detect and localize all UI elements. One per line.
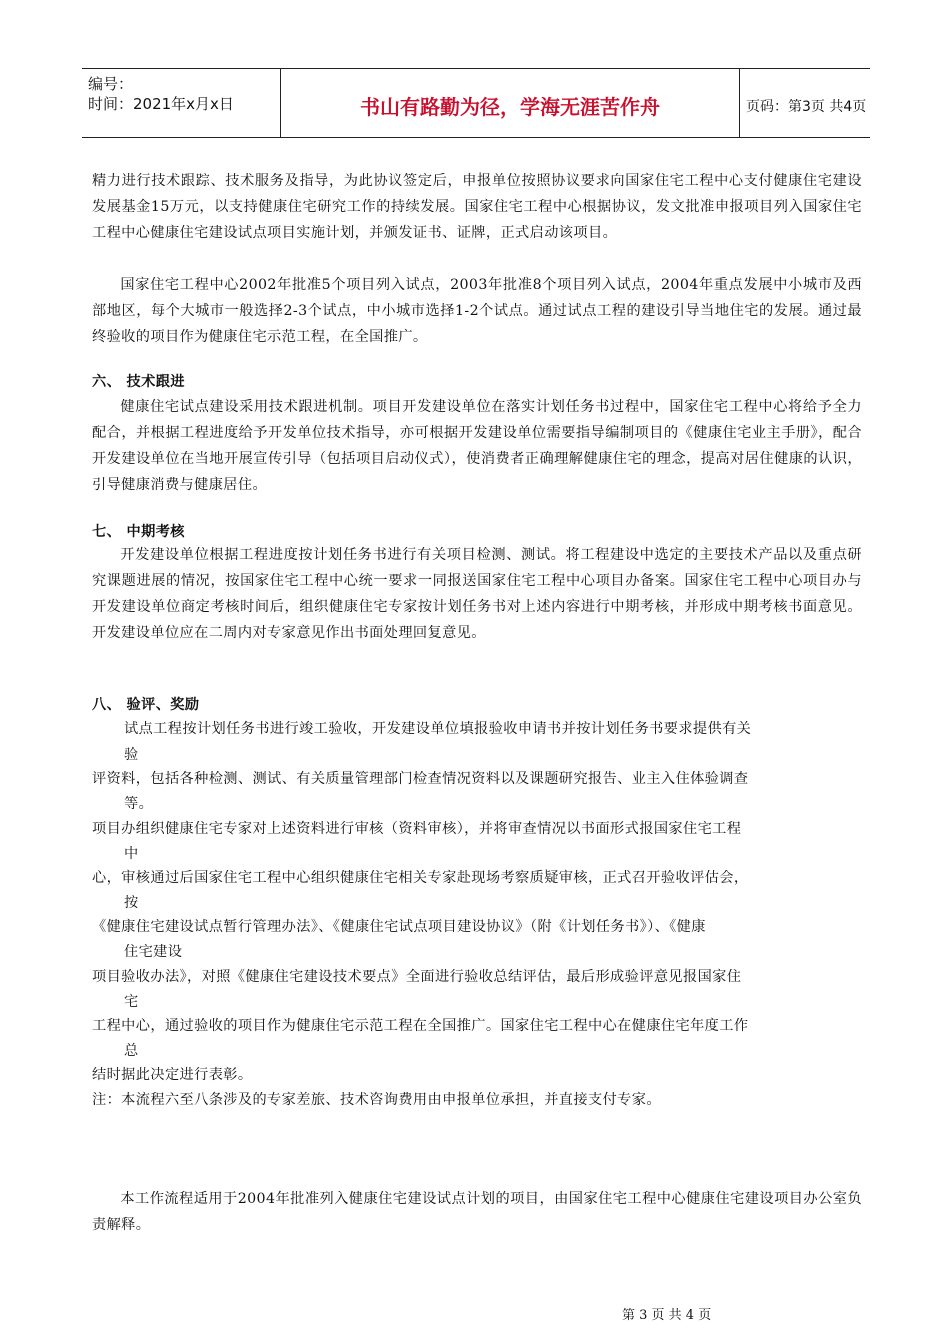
paragraph-pilot-approvals: 国家住宅工程中心2002年批准5个项目列入试点，2003年批准8个项目列入试点，2004年重点发展中小城市及西部地区，每个大城市一般选择2-3个试点，中小城市选择1-2个试点。通过试点工程的建设引导当地住宅的发展。通过最终验收的项目作为健康住宅示范工程，在全国推广。 <box>92 277 862 345</box>
section-8-line: 项目办组织健康住宅专家对上述资料进行审核（资料审核），并将审查情况以书面形式报国家住宅工程 <box>92 821 742 837</box>
document-date-label: 时间：2021年x月x日 <box>88 95 234 113</box>
section-8-line: 宅 <box>124 994 139 1010</box>
section-8-line: 等。 <box>124 796 154 812</box>
section-8-line: 试点工程按计划任务书进行竣工验收，开发建设单位填报验收申请书并按计划任务书要求提供有关 <box>124 721 752 737</box>
section-8-line: 验 <box>124 747 139 763</box>
header-page-number: 页码：第3页 共4页 <box>746 99 867 115</box>
page-header <box>82 68 870 138</box>
header-motto-cell <box>280 69 740 137</box>
section-8-line: 工程中心，通过验收的项目作为健康住宅示范工程在全国推广。国家住宅工程中心在健康住宅年度工作 <box>92 1018 749 1034</box>
section-heading-evaluation-awards: 八、 验评、奖励 <box>92 697 200 713</box>
section-8-note: 注：本流程六至八条涉及的专家差旅、技术咨询费用由申报单位承担，并直接支付专家。 <box>92 1092 661 1108</box>
document-number-label: 编号： <box>88 75 134 93</box>
section-body-midterm-review: 开发建设单位根据工程进度按计划任务书进行有关项目检测、测试。将工程建设中选定的主要技术产品以及重点研究课题进展的情况，按国家住宅工程中心统一要求一同报送国家住宅工程中心项目办备案。国家住宅工程中心项目办与开发建设单位商定考核时间后，组织健康住宅专家按计划任务书对上述内容进行中期考核，并形成中期考核书面意见。开发建设单位应在二周内对专家意见作出书面处理回复意见。 <box>92 547 862 641</box>
section-body-tech-followup: 健康住宅试点建设采用技术跟进机制。项目开发建设单位在落实计划任务书过程中，国家住宅工程中心将给予全力配合，并根据工程进度给予开发单位技术指导，亦可根据开发建设单位需要指导编制项目的《健康住宅业主手册》，配合开发建设单位在当地开展宣传引导（包括项目启动仪式），使消费者正确理解健康住宅的理念，提高对居住健康的认识，引导健康消费与健康居住。 <box>92 399 862 493</box>
section-8-line: 结时据此决定进行表彰。 <box>92 1067 253 1083</box>
section-heading-midterm-review: 七、 中期考核 <box>92 524 185 540</box>
section-heading-tech-followup: 六、 技术跟进 <box>92 374 185 390</box>
footer-page-number: 第 3 页 共 4 页 <box>622 1308 712 1323</box>
header-info-cell <box>82 69 280 137</box>
header-motto: 书山有路勤为径，学海无涯苦作舟 <box>360 95 660 119</box>
section-8-line: 评资料，包括各种检测、测试、有关质量管理部门检查情况资料以及课题研究报告、业主入住体验调查 <box>92 771 749 787</box>
section-8-line: 项目验收办法》，对照《健康住宅建设技术要点》全面进行验收总结评估，最后形成验评意见报国家住 <box>92 969 742 985</box>
paragraph-fund-agreement: 精力进行技术跟踪、技术服务及指导，为此协议签定后，申报单位按照协议要求向国家住宅工程中心支付健康住宅建设发展基金15万元，以支持健康住宅研究工作的持续发展。国家住宅工程中心根据协议，发文批准申报项目列入国家住宅工程中心健康住宅建设试点项目实施计划，并颁发证书、证牌，正式启动该项目。 <box>92 173 862 241</box>
section-8-line: 按 <box>124 895 139 911</box>
section-8-line: 住宅建设 <box>124 944 183 960</box>
section-8-line: 《健康住宅建设试点暂行管理办法》、《健康住宅试点项目建设协议》（附《计划任务书》）、《健康 <box>92 919 706 935</box>
header-page-cell <box>738 69 870 137</box>
section-8-line: 心，审核通过后国家住宅工程中心组织健康住宅相关专家赴现场考察质疑审核，正式召开验收评估会， <box>92 870 749 886</box>
section-8-line: 中 <box>124 846 139 862</box>
paragraph-applicability-note: 本工作流程适用于2004年批准列入健康住宅建设试点计划的项目，由国家住宅工程中心健康住宅建设项目办公室负责解释。 <box>92 1191 862 1233</box>
section-8-line: 总 <box>124 1043 139 1059</box>
